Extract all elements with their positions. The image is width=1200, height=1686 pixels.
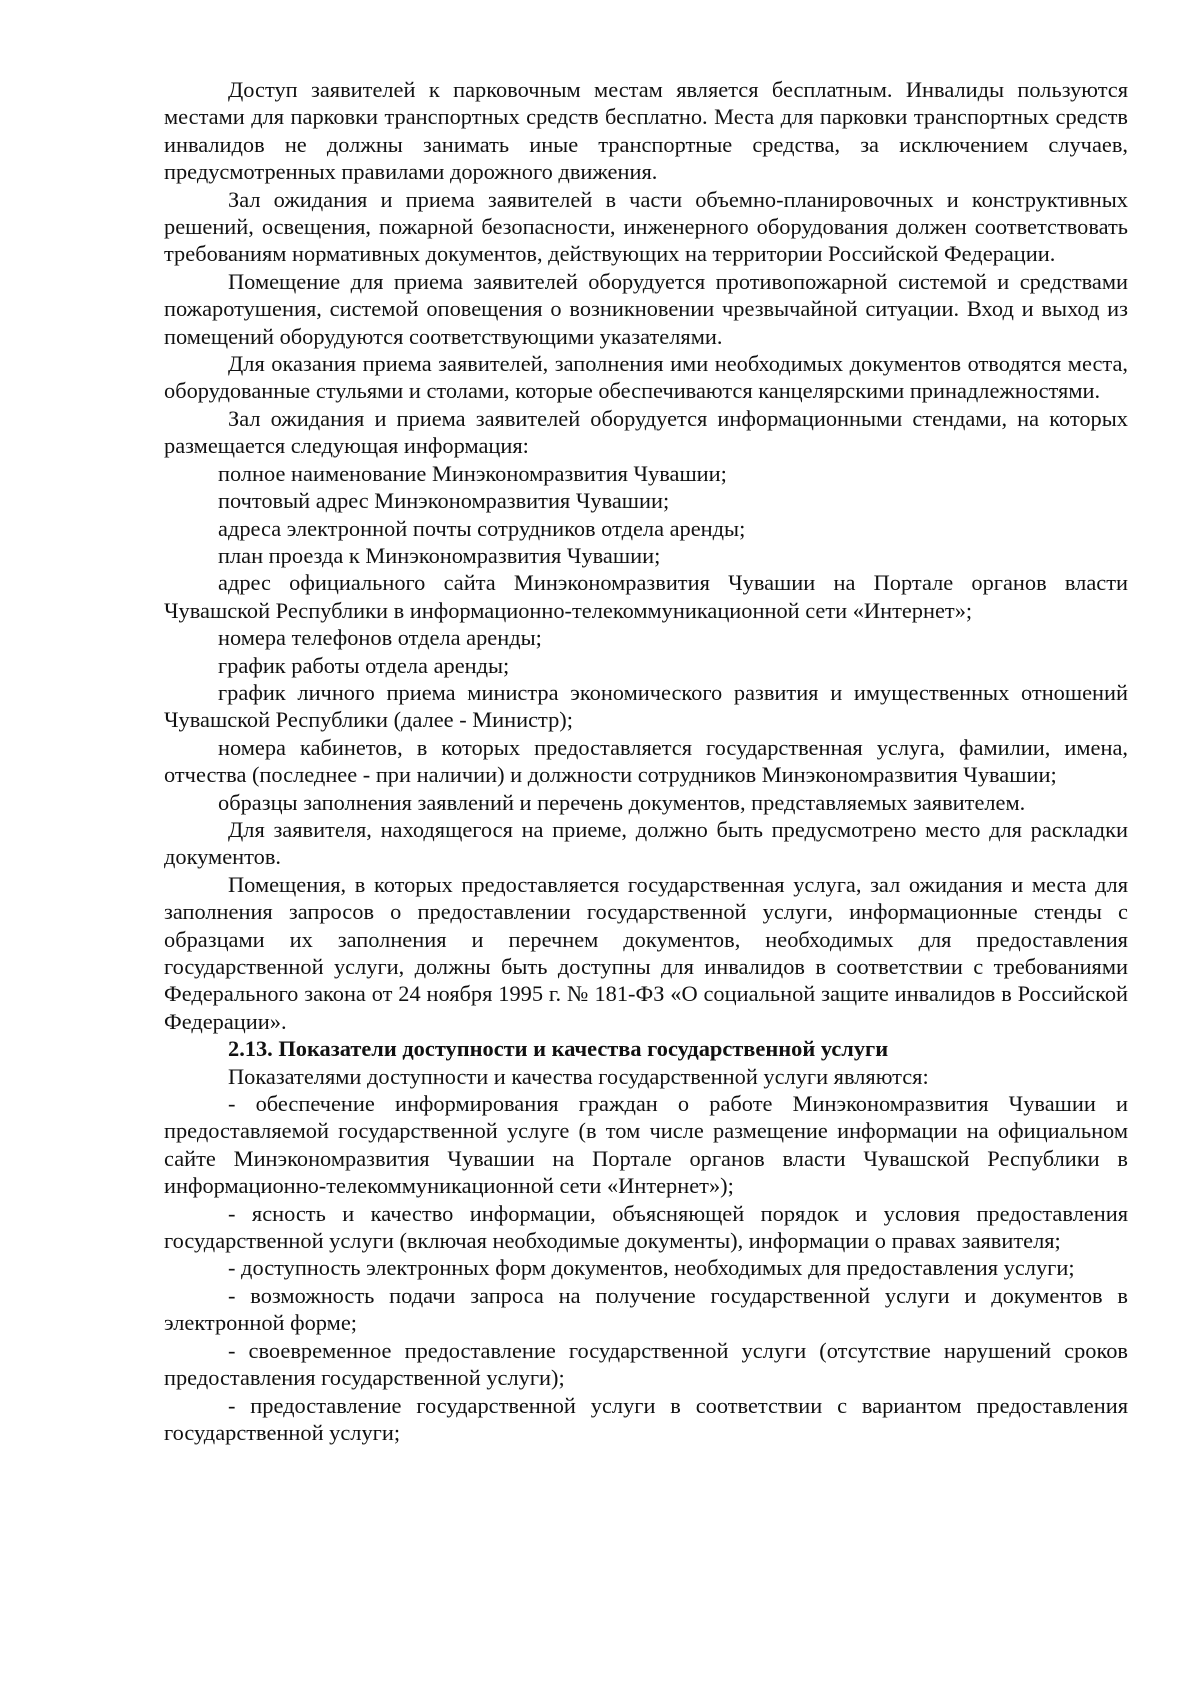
paragraph: Зал ожидания и приема заявителей в части объемно-планировочных и конструктивных решений, освещения, пожарной безопасности, инженерного оборудования должен соответствовать требованиям нормативных документов, действующих на территории Российской Федерации. xyxy=(164,186,1128,267)
paragraph: Доступ заявителей к парковочным местам является бесплатным. Инвалиды пользуются местами для парковки транспортных средств бесплатно. Места для парковки транспортных средств инвалидов не должны занимать иные транспортные средства, за исключением случаев, предусмотренных правилами дорожного движения. xyxy=(164,77,1128,185)
paragraph: Для оказания приема заявителей, заполнения ими необходимых документов отводятся места, оборудованные стульями и столами, которые обеспечиваются канцелярскими принадлежностями. xyxy=(164,351,1128,404)
document-page xyxy=(164,76,1128,1446)
section-heading: 2.13. Показатели доступности и качества государственной услуги xyxy=(228,1036,889,1062)
paragraph: Зал ожидания и приема заявителей оборудуется информационными стендами, на которых размещается следующая информация: xyxy=(164,405,1128,459)
indicator-item: - ясность и качество информации, объясняющей порядок и условия предоставления государственной услуги (включая необходимые документы), информации о правах заявителя; xyxy=(164,1200,1128,1254)
info-list-item: почтовый адрес Минэкономразвития Чувашии; xyxy=(218,488,670,514)
info-list-item: адрес официального сайта Минэкономразвития Чувашии на Портале органов власти Чувашской Республики в информационно-телекоммуникационной сети «Интернет»; xyxy=(164,570,1128,623)
info-list-item: график работы отдела аренды; xyxy=(218,652,510,678)
indicator-item: - своевременное предоставление государственной услуги (отсутствие нарушений сроков предоставления государственной услуги); xyxy=(164,1337,1128,1391)
indicator-item: - обеспечение информирования граждан о работе Минэкономразвития Чувашии и предоставляемой государственной услуге (в том числе размещение информации на официальном сайте Минэкономразвития Чувашии на Портале органов власти Чувашской Республики в информационно-телекоммуникационной сети «Интернет»); xyxy=(164,1091,1128,1199)
indicator-item: - предоставление государственной услуги в соответствии с вариантом предоставления государственной услуги; xyxy=(164,1392,1128,1445)
info-list-item: образцы заполнения заявлений и перечень документов, представляемых заявителем. xyxy=(218,789,1026,815)
indicator-item: - доступность электронных форм документов, необходимых для предоставления услуги; xyxy=(228,1255,1075,1281)
info-list-item: адреса электронной почты сотрудников отдела аренды; xyxy=(218,515,746,541)
indicator-item: - возможность подачи запроса на получение государственной услуги и документов в электронной форме; xyxy=(164,1282,1128,1336)
paragraph: Помещения, в которых предоставляется государственная услуга, зал ожидания и места для заполнения запросов о предоставлении государственной услуги, информационные стенды с образцами их заполнения и перечнем документов, необходимых для предоставления государственной услуги, должны быть доступны для инвалидов в соответствии с требованиями Федерального закона от 24 ноября 1995 г. № 181-ФЗ «О социальной защите инвалидов в Российской Федерации». xyxy=(164,871,1128,1034)
section-intro: Показателями доступности и качества государственной услуги являются: xyxy=(228,1063,929,1089)
info-list-item: план проезда к Минэкономразвития Чувашии; xyxy=(218,542,661,568)
info-list-item: номера кабинетов, в которых предоставляется государственная услуга, фамилии, имена, отчества (последнее - при наличии) и должности сотрудников Минэкономразвития Чувашии; xyxy=(164,734,1128,788)
paragraph: Для заявителя, находящегося на приеме, должно быть предусмотрено место для раскладки документов. xyxy=(164,816,1128,870)
info-list-item: график личного приема министра экономического развития и имущественных отношений Чувашской Республики (далее - Министр); xyxy=(164,679,1128,733)
info-list-item: полное наименование Минэкономразвития Чувашии; xyxy=(218,460,727,486)
paragraph: Помещение для приема заявителей оборудуется противопожарной системой и средствами пожаротушения, системой оповещения о возникновении чрезвычайной ситуации. Вход и выход из помещений оборудуются соответствующими указателями. xyxy=(164,268,1128,349)
info-list-item: номера телефонов отдела аренды; xyxy=(218,625,542,651)
